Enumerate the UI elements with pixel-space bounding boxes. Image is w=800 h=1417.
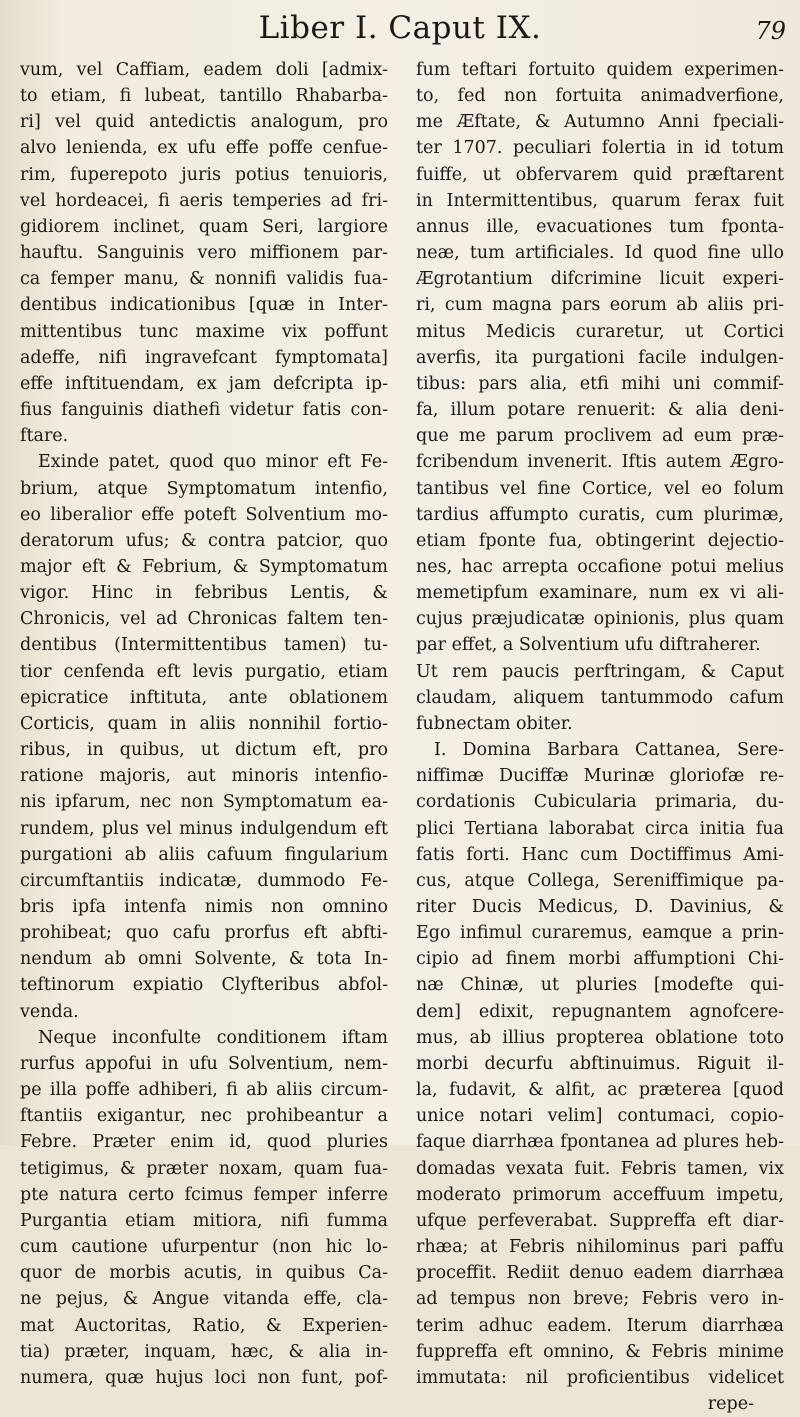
text-line: domadas vexata fuit. Febris tamen, vix — [416, 1158, 784, 1179]
text-line: gidiorem inclinet, quam Seri, largiore — [20, 216, 388, 237]
text-line: tardius affumpto curatis, cum plurimæ, — [416, 504, 784, 525]
running-title: Liber I. Caput IX. — [258, 10, 542, 46]
text-line: niffimæ Duciffæ Murinæ gloriofæ re- — [416, 766, 784, 787]
text-line: numera, quæ hujus loci non funt, pof- — [20, 1367, 388, 1388]
text-line: ribus, in quibus, ut dictum eft, pro — [20, 740, 388, 761]
text-line: morbi decurfu abftinuimus. Riguit il- — [416, 1053, 784, 1074]
text-line: quor de morbis acutis, in quibus Ca- — [20, 1263, 388, 1284]
text-line: nis ipfarum, nec non Symptomatum ea- — [20, 792, 388, 813]
text-line: ufque perfeverabat. Suppreffa eft diar- — [416, 1210, 784, 1231]
text-line: rhæa; at Febris nihilominus pari paffu — [416, 1237, 784, 1258]
text-line: epicratice inftituta, ante oblationem — [20, 687, 388, 708]
text-line: to, fed non fortuita animadverfione, — [416, 86, 784, 107]
text-line: pte natura certo fcimus femper inferre — [20, 1184, 388, 1205]
text-line: ne pejus, & Angue vitanda effe, cla- — [20, 1289, 388, 1310]
text-line: riter Ducis Medicus, D. Davinius, & — [416, 897, 784, 917]
text-line: cus, atque Collega, Sereniffimique pa- — [416, 870, 784, 891]
text-line: ratione majoris, aut minoris intenfio- — [20, 766, 388, 787]
text-line: cordationis Cubicularia primaria, du- — [416, 792, 784, 813]
text-columns — [20, 57, 784, 1417]
text-line: terim adhuc eadem. Iterum diarrhæa — [416, 1315, 784, 1336]
text-line: eo liberalior effe poteft Solventium mo- — [20, 504, 388, 525]
right-column — [416, 57, 784, 1417]
text-line: adeffe, nifi ingravefcant fymptomata] — [20, 347, 388, 368]
text-line: rurfus appofui in ufu Solventium, nem- — [20, 1053, 388, 1074]
text-line: fa, illum potare renuerit: & alia deni- — [416, 400, 784, 421]
text-line: Ut rem paucis perftringam, & Caput — [416, 661, 784, 682]
text-line: unice notari velim] contumaci, copio- — [416, 1106, 784, 1127]
text-line: ri, cum magna pars eorum ab aliis pri- — [416, 295, 784, 316]
text-line: tia) præter, inquam, hæc, & alia in- — [20, 1341, 388, 1362]
text-line: fuppreffa eft omnino, & Febris minime — [416, 1341, 784, 1362]
text-line: effe inftituendam, ex jam defcripta ip- — [20, 373, 388, 394]
text-line: plici Tertiana laborabat circa initia fua — [416, 818, 784, 839]
text-line: etiam fponte fua, obtingerint dejectio- — [416, 530, 784, 551]
text-line: repe- — [707, 1393, 754, 1414]
text-line: nendum ab omni Solvente, & tota In- — [20, 949, 388, 970]
text-line: to etiam, fi lubeat, tantillo Rhabarba- — [20, 86, 388, 107]
text-line: fius fanguinis diathefi videtur fatis con- — [20, 400, 388, 421]
text-line: Purgantia etiam mitiora, nifi fumma — [20, 1210, 388, 1231]
text-line: nes, hac arrepta occafione potui melius — [416, 556, 784, 577]
text-line: vigor. Hinc in febribus Lentis, & — [20, 583, 388, 604]
text-line: dentibus (Intermittentibus tamen) tu- — [20, 635, 388, 656]
text-line: dentibus indicationibus [quæ in Inter- — [20, 295, 388, 316]
text-line: brium, atque Symptomatum intenfio, — [20, 478, 388, 499]
page-number: 79 — [755, 17, 786, 45]
text-line: ftare. — [20, 426, 69, 447]
text-line: immutata: nil proficientibus videlicet — [416, 1367, 784, 1388]
text-line: ad tempus non breve; Febris vero in- — [416, 1289, 784, 1310]
text-line: hauftu. Sanguinis vero miffionem par- — [20, 243, 388, 264]
text-line: purgationi ab aliis cafuum fingularium — [20, 844, 388, 865]
text-line: prohibeat; quo cafu prorfus eft abfti- — [20, 923, 388, 944]
text-line: par effet, a Solventium ufu diftraherer. — [416, 635, 761, 656]
text-line: fum teftari fortuito quidem experimen- — [416, 60, 784, 80]
text-line: I. Domina Barbara Cattanea, Sere- — [434, 740, 784, 761]
text-line: Ægrotantium difcrimine licuit experi- — [416, 269, 784, 290]
text-line: mitus Medicis curaretur, ut Cortici — [416, 321, 784, 342]
text-line: alvo lenienda, ex ufu effe poffe cenfue- — [20, 138, 388, 159]
left-column — [20, 57, 388, 1417]
text-line: memetipfum examinare, num ex vi ali- — [416, 583, 784, 604]
text-line: annus ille, evacuationes tum fponta- — [416, 216, 784, 237]
text-line: fubnectam obiter. — [416, 713, 573, 734]
text-line: pe illa poffe adhiberi, fi ab aliis circum- — [20, 1080, 388, 1101]
text-line: ftantiis exigantur, nec prohibeantur a — [20, 1106, 388, 1127]
text-line: claudam, aliquem tantummodo cafum — [416, 687, 784, 708]
text-line: næ Chinæ, ut pluries [modefte qui- — [416, 975, 784, 996]
text-line: averfis, ita purgationi facile indulgen- — [416, 347, 784, 368]
text-line: cipio ad finem morbi affumptioni Chi- — [416, 949, 784, 970]
text-line: Exinde patet, quod quo minor eft Fe- — [38, 452, 388, 473]
text-line: tior cenfenda eft levis purgatio, etiam — [20, 661, 388, 682]
text-line: in Intermittentibus, quarum ferax fuit — [416, 190, 784, 211]
text-line: proceffit. Rediit denuo eadem diarrhæa — [416, 1263, 784, 1284]
text-line: ca femper manu, & nonnifi validis fua- — [20, 269, 388, 290]
text-line: me Æftate, & Autumno Anni fpeciali- — [416, 112, 784, 133]
text-line: la, fudavit, & alfit, ac præterea [quod — [416, 1080, 784, 1101]
text-line: Corticis, quam in aliis nonnihil fortio- — [20, 713, 388, 734]
text-line: Neque inconfulte conditionem iftam — [38, 1027, 388, 1048]
text-line: bris ipfa intenfa nimis non omnino — [20, 897, 388, 917]
text-line: dem] edixit, repugnantem agnofcere- — [416, 1001, 784, 1022]
text-line: cujus præjudicatæ opinionis, plus quam — [416, 609, 784, 630]
text-line: mittentibus tunc maxime vix poffunt — [20, 321, 388, 342]
text-line: tetigimus, & præter noxam, quam fua- — [20, 1158, 388, 1179]
text-line: Chronicis, vel ad Chronicas faltem ten- — [20, 609, 388, 630]
text-line: que me parum proclivem ad eum præ- — [416, 426, 784, 447]
text-line: fuiffe, ut obfervarem quid præftarent — [416, 164, 784, 185]
page-header — [0, 8, 800, 56]
text-line: deratorum ufus; & contra patcior, quo — [20, 530, 388, 551]
text-line: venda. — [20, 1001, 79, 1022]
text-line: major eft & Febrium, & Symptomatum — [20, 556, 388, 577]
text-line: tibus: pars alia, etfi mihi uni commif- — [416, 373, 784, 394]
text-line: circumftantiis indicatæ, dummodo Fe- — [20, 870, 388, 891]
text-line: neæ, tum artificiales. Id quod fine ullo — [416, 243, 784, 264]
text-line: cum cautione ufurpentur (non hic lo- — [20, 1237, 388, 1258]
text-line: vum, vel Caffiam, eadem doli [admix- — [20, 60, 388, 80]
text-line: fatis forti. Hanc cum Doctiffimus Ami- — [416, 844, 784, 865]
text-line: vel hordeacei, fi aeris temperies ad fri- — [20, 190, 388, 211]
text-line: rundem, plus vel minus indulgendum eft — [20, 818, 388, 839]
text-line: tantibus vel fine Cortice, vel eo folum — [416, 478, 784, 499]
text-line: Febre. Præter enim id, quod pluries — [20, 1132, 388, 1153]
text-line: mat Auctoritas, Ratio, & Experien- — [20, 1315, 388, 1336]
text-line: teftinorum expiatio Clyfteribus abfol- — [20, 975, 388, 996]
text-line: ri] vel quid antedictis analogum, pro — [20, 112, 388, 133]
text-line: fcribendum invenerit. Iftis autem Ægro- — [416, 452, 784, 473]
text-line: Ego infimul curaremus, eamque a prin- — [416, 923, 784, 944]
text-line: mus, ab illius propterea oblatione toto — [416, 1027, 784, 1048]
text-line: rim, fuperepoto juris potius tenuioris, — [20, 164, 388, 185]
text-line: faque diarrhæa fpontanea ad plures heb- — [416, 1132, 784, 1153]
text-line: ter 1707. peculiari folertia in id totum — [416, 138, 784, 159]
text-line: moderato primorum acceffuum impetu, — [416, 1184, 784, 1205]
